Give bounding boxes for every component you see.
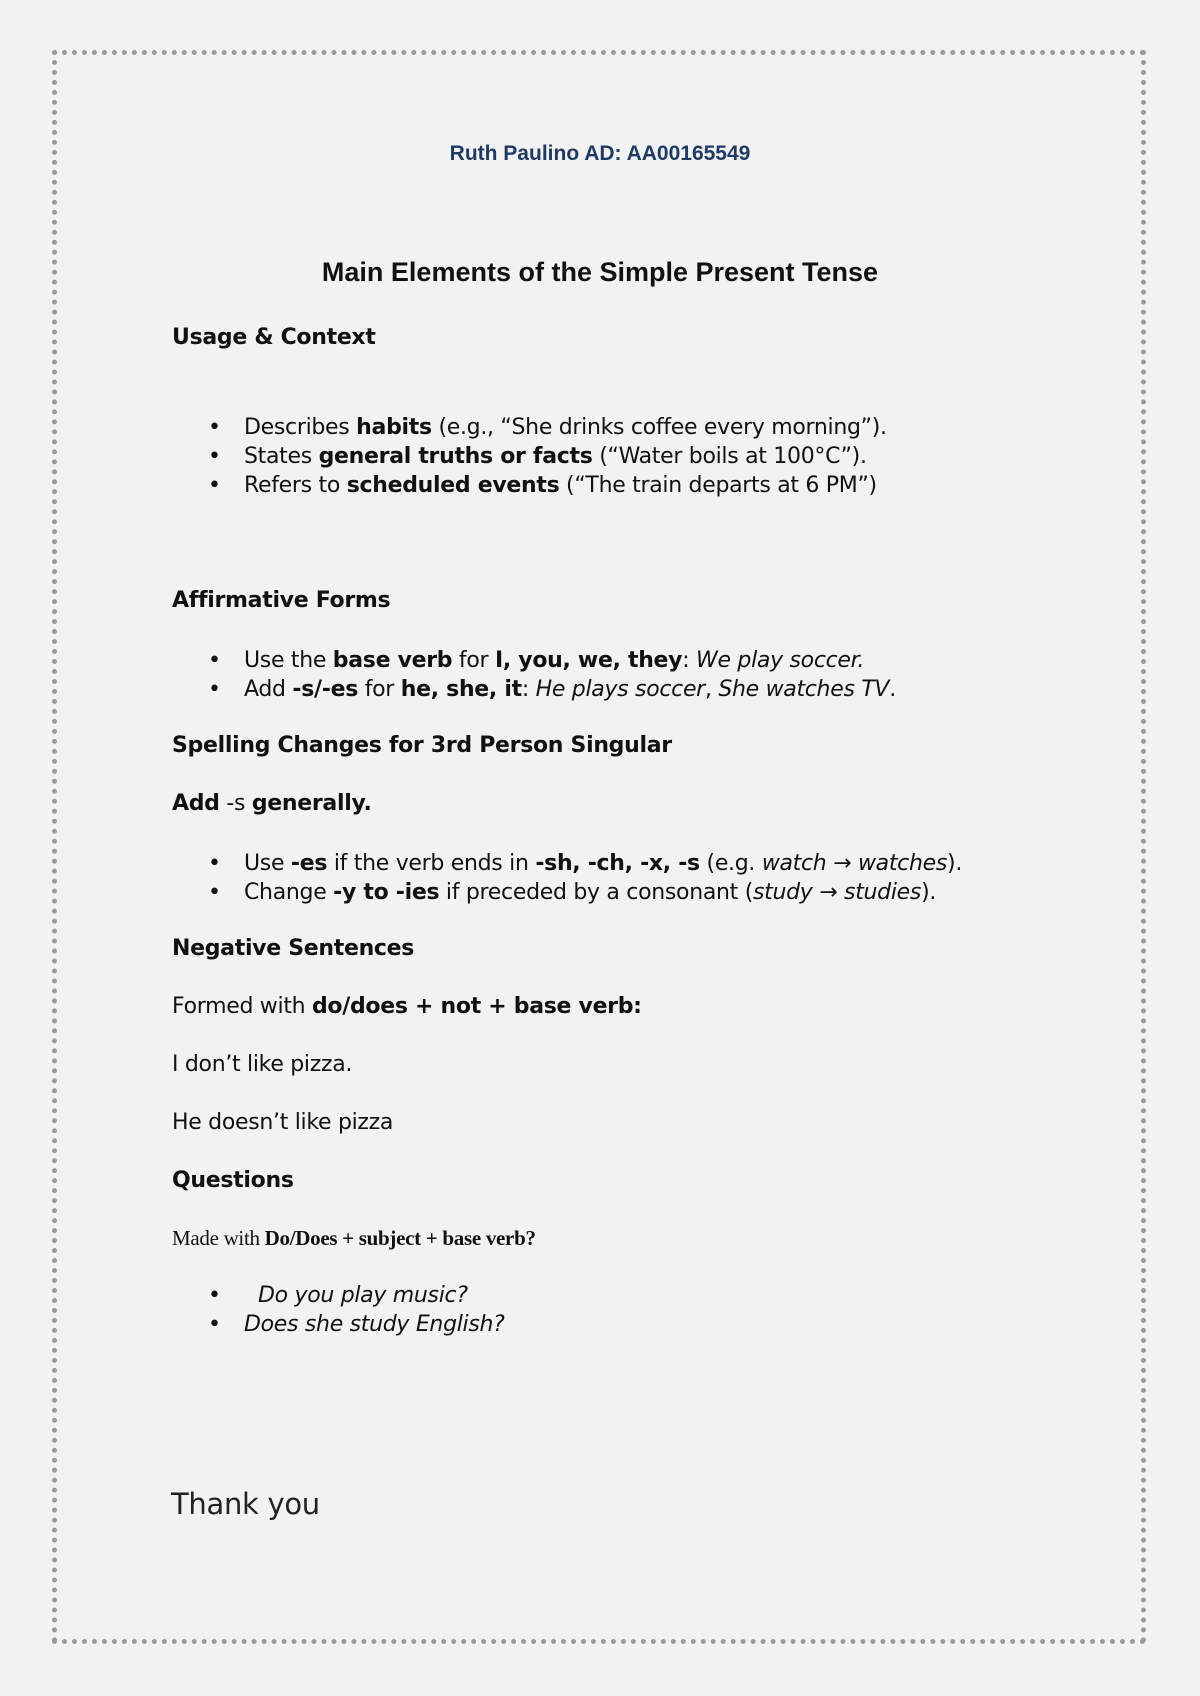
spelling-general-rule: Add -s generally. bbox=[172, 791, 372, 816]
page-title: Main Elements of the Simple Present Tense bbox=[321, 257, 879, 287]
list-item: • Add -s/-es for he, she, it: He plays soccer, She watches TV. bbox=[172, 675, 896, 704]
page-border bbox=[52, 50, 1146, 1644]
list-item: • Use the base verb for I, you, we, they: We play soccer. bbox=[172, 646, 896, 675]
heading-affirmative: Affirmative Forms bbox=[172, 588, 391, 613]
list-item: • Refers to scheduled events (“The train departs at 6 PM”) bbox=[172, 471, 887, 500]
list-item: • Does she study English? bbox=[172, 1310, 505, 1339]
list-item: • Describes habits (e.g., “She drinks coffee every morning”). bbox=[172, 413, 887, 442]
list-item: • Do you play music? bbox=[172, 1281, 505, 1310]
author-line: Ruth Paulino AD: AA00165549 bbox=[449, 142, 751, 165]
heading-spelling: Spelling Changes for 3rd Person Singular bbox=[172, 733, 672, 758]
spelling-list bbox=[172, 849, 962, 907]
list-item: • States general truths or facts (“Water boils at 100°C”). bbox=[172, 442, 887, 471]
heading-questions: Questions bbox=[172, 1168, 294, 1193]
heading-usage: Usage & Context bbox=[172, 325, 376, 350]
questions-formation: Made with Do/Does + subject + base verb? bbox=[172, 1226, 536, 1250]
negative-example-2: He doesn’t like pizza bbox=[172, 1110, 394, 1135]
usage-list bbox=[172, 413, 887, 500]
closing-text: Thank you bbox=[171, 1487, 320, 1521]
negative-formation: Formed with do/does + not + base verb: bbox=[172, 994, 642, 1019]
negative-example-1: I don’t like pizza. bbox=[172, 1052, 353, 1077]
list-item: • Change -y to -ies if preceded by a consonant (study → studies). bbox=[172, 878, 962, 907]
questions-list bbox=[172, 1281, 505, 1339]
affirmative-list bbox=[172, 646, 896, 704]
heading-negative: Negative Sentences bbox=[172, 936, 415, 961]
list-item: • Use -es if the verb ends in -sh, -ch, -x, -s (e.g. watch → watches). bbox=[172, 849, 962, 878]
